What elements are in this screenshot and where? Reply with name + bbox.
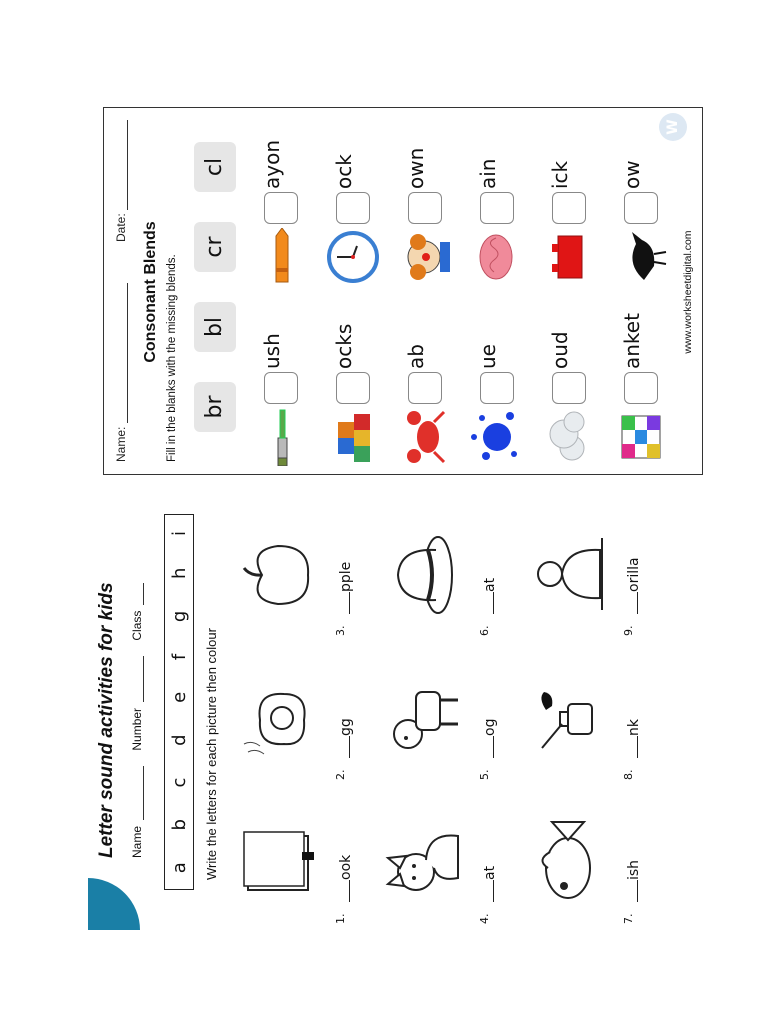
worksheet-instruction: Write the letters for each picture then colour — [204, 628, 219, 880]
item-word — [338, 855, 354, 902]
blend-key-bl: bl — [194, 302, 236, 352]
date-label: Date: — [114, 213, 128, 242]
blend-item — [538, 121, 606, 286]
crayon-picture — [252, 228, 310, 286]
item-word — [482, 578, 498, 614]
consonant-blends-worksheet — [103, 107, 703, 475]
blend-key-br: br — [194, 382, 236, 432]
alphabet-letter: f — [168, 653, 190, 661]
answer-box[interactable] — [480, 192, 514, 224]
date-line — [127, 120, 128, 210]
letter-blank[interactable] — [493, 880, 494, 902]
blend-key-cl: cl — [194, 142, 236, 192]
blend-item — [394, 301, 462, 466]
letter-blank[interactable] — [637, 736, 638, 758]
item-word — [482, 866, 498, 902]
item-number: 3. — [334, 625, 347, 636]
answer-box[interactable] — [336, 372, 370, 404]
letter-blank[interactable] — [349, 736, 350, 758]
letter-sound-worksheet — [88, 500, 660, 930]
item-word — [626, 557, 642, 614]
blend-key-cr: cr — [194, 222, 236, 272]
word-ending: at — [482, 577, 498, 592]
picture-item — [522, 650, 660, 780]
letter-blank[interactable] — [637, 880, 638, 902]
word-suffix: ocks — [332, 323, 356, 369]
worksheet-title: Consonant Blends — [142, 221, 159, 363]
word-ending: nk — [626, 719, 642, 736]
item-word — [338, 562, 354, 614]
number-label: Number — [130, 707, 144, 751]
word-ending: ook — [338, 854, 354, 880]
word-suffix: ue — [476, 344, 500, 369]
site-logo-icon: W — [659, 113, 687, 141]
class-line — [143, 583, 144, 605]
paintbrush-picture — [252, 408, 310, 466]
decorative-corner-shape — [88, 878, 140, 930]
hat-picture — [378, 530, 468, 620]
word-ending: at — [482, 865, 498, 880]
item-number: 6. — [478, 625, 491, 636]
alphabet-letter: c — [168, 777, 190, 788]
item-word — [626, 860, 642, 902]
word-suffix: ush — [260, 333, 284, 369]
item-number: 8. — [622, 769, 635, 780]
word-suffix: oud — [548, 331, 572, 369]
blend-item — [610, 121, 678, 286]
letter-blank[interactable] — [349, 880, 350, 902]
item-word — [482, 719, 498, 758]
word-suffix: ab — [404, 344, 428, 369]
alphabet-letter: g — [168, 610, 190, 623]
word-suffix: ow — [620, 160, 644, 189]
item-number: 7. — [622, 913, 635, 924]
item-word — [626, 719, 642, 758]
blocks-picture — [324, 408, 382, 466]
word-ending: og — [482, 718, 498, 736]
answer-box[interactable] — [552, 192, 586, 224]
blend-item — [250, 301, 318, 466]
answer-box[interactable] — [336, 192, 370, 224]
blend-item — [466, 121, 534, 286]
number-line — [143, 656, 144, 702]
item-number: 4. — [478, 913, 491, 924]
answer-box[interactable] — [624, 192, 658, 224]
picture-item — [522, 506, 660, 636]
word-suffix: ock — [332, 154, 356, 189]
answer-box[interactable] — [408, 372, 442, 404]
blend-item — [322, 121, 390, 286]
brain-picture — [468, 228, 526, 286]
ink-picture — [522, 674, 612, 764]
alphabet-letter: h — [168, 567, 190, 580]
cat-picture — [378, 818, 468, 908]
name-label: Name — [130, 825, 144, 858]
blend-item — [466, 301, 534, 466]
worksheet-instruction: Fill in the blanks with the missing blends. — [166, 254, 178, 462]
blend-item — [394, 121, 462, 286]
blend-item — [322, 301, 390, 466]
word-suffix: own — [404, 147, 428, 189]
word-ending: ish — [626, 859, 642, 880]
worksheet-title: Letter sound activities for kids — [96, 582, 117, 858]
letter-blank[interactable] — [637, 592, 638, 614]
blue-splash-picture — [468, 408, 526, 466]
picture-item — [522, 794, 660, 924]
word-ending: gg — [338, 718, 354, 736]
answer-box[interactable] — [552, 372, 586, 404]
alphabet-letter: a — [168, 862, 190, 874]
worksheet-footer-url: www.worksheetdigital.com — [682, 230, 694, 354]
word-suffix: ain — [476, 158, 500, 189]
word-suffix: anket — [620, 313, 644, 369]
alphabet-letter: i — [168, 530, 190, 536]
blanket-picture — [612, 408, 670, 466]
class-label: Class — [130, 610, 144, 641]
name-line — [127, 283, 128, 423]
letter-blank[interactable] — [493, 736, 494, 758]
picture-item — [234, 794, 374, 924]
cloud-picture — [540, 408, 598, 466]
egg-picture — [234, 674, 324, 764]
answer-box[interactable] — [264, 372, 298, 404]
picture-item — [234, 650, 374, 780]
brick-picture — [540, 228, 598, 286]
gorilla-picture — [522, 530, 612, 620]
picture-item — [378, 650, 518, 780]
blend-item — [610, 301, 678, 466]
item-number: 1. — [334, 913, 347, 924]
word-ending: pple — [338, 561, 354, 592]
book-picture — [234, 818, 324, 908]
picture-item — [378, 794, 518, 924]
blend-item — [538, 301, 606, 466]
dog-picture — [378, 674, 468, 764]
alphabet-letter: b — [168, 819, 190, 831]
apple-picture — [234, 530, 324, 620]
name-line — [143, 766, 144, 820]
picture-item — [234, 506, 374, 636]
word-suffix: ick — [548, 160, 572, 189]
fish-picture — [522, 818, 612, 908]
picture-item — [378, 506, 518, 636]
answer-box[interactable] — [264, 192, 298, 224]
item-number: 5. — [478, 769, 491, 780]
crab-picture — [396, 408, 454, 466]
item-word — [338, 718, 354, 758]
alphabet-letter: d — [168, 734, 190, 746]
word-ending: orilla — [626, 557, 642, 592]
clown-picture — [396, 228, 454, 286]
name-label: Name: — [114, 426, 128, 462]
answer-box[interactable] — [624, 372, 658, 404]
blend-item — [250, 121, 318, 286]
answer-box[interactable] — [408, 192, 442, 224]
alphabet-letter: e — [168, 691, 190, 703]
answer-box[interactable] — [480, 372, 514, 404]
letter-blank[interactable] — [493, 592, 494, 614]
alphabet-strip — [164, 514, 194, 890]
clock-picture — [324, 228, 382, 286]
word-suffix: ayon — [260, 139, 284, 189]
item-number: 2. — [334, 769, 347, 780]
crow-picture — [612, 228, 670, 286]
letter-blank[interactable] — [349, 592, 350, 614]
item-number: 9. — [622, 625, 635, 636]
